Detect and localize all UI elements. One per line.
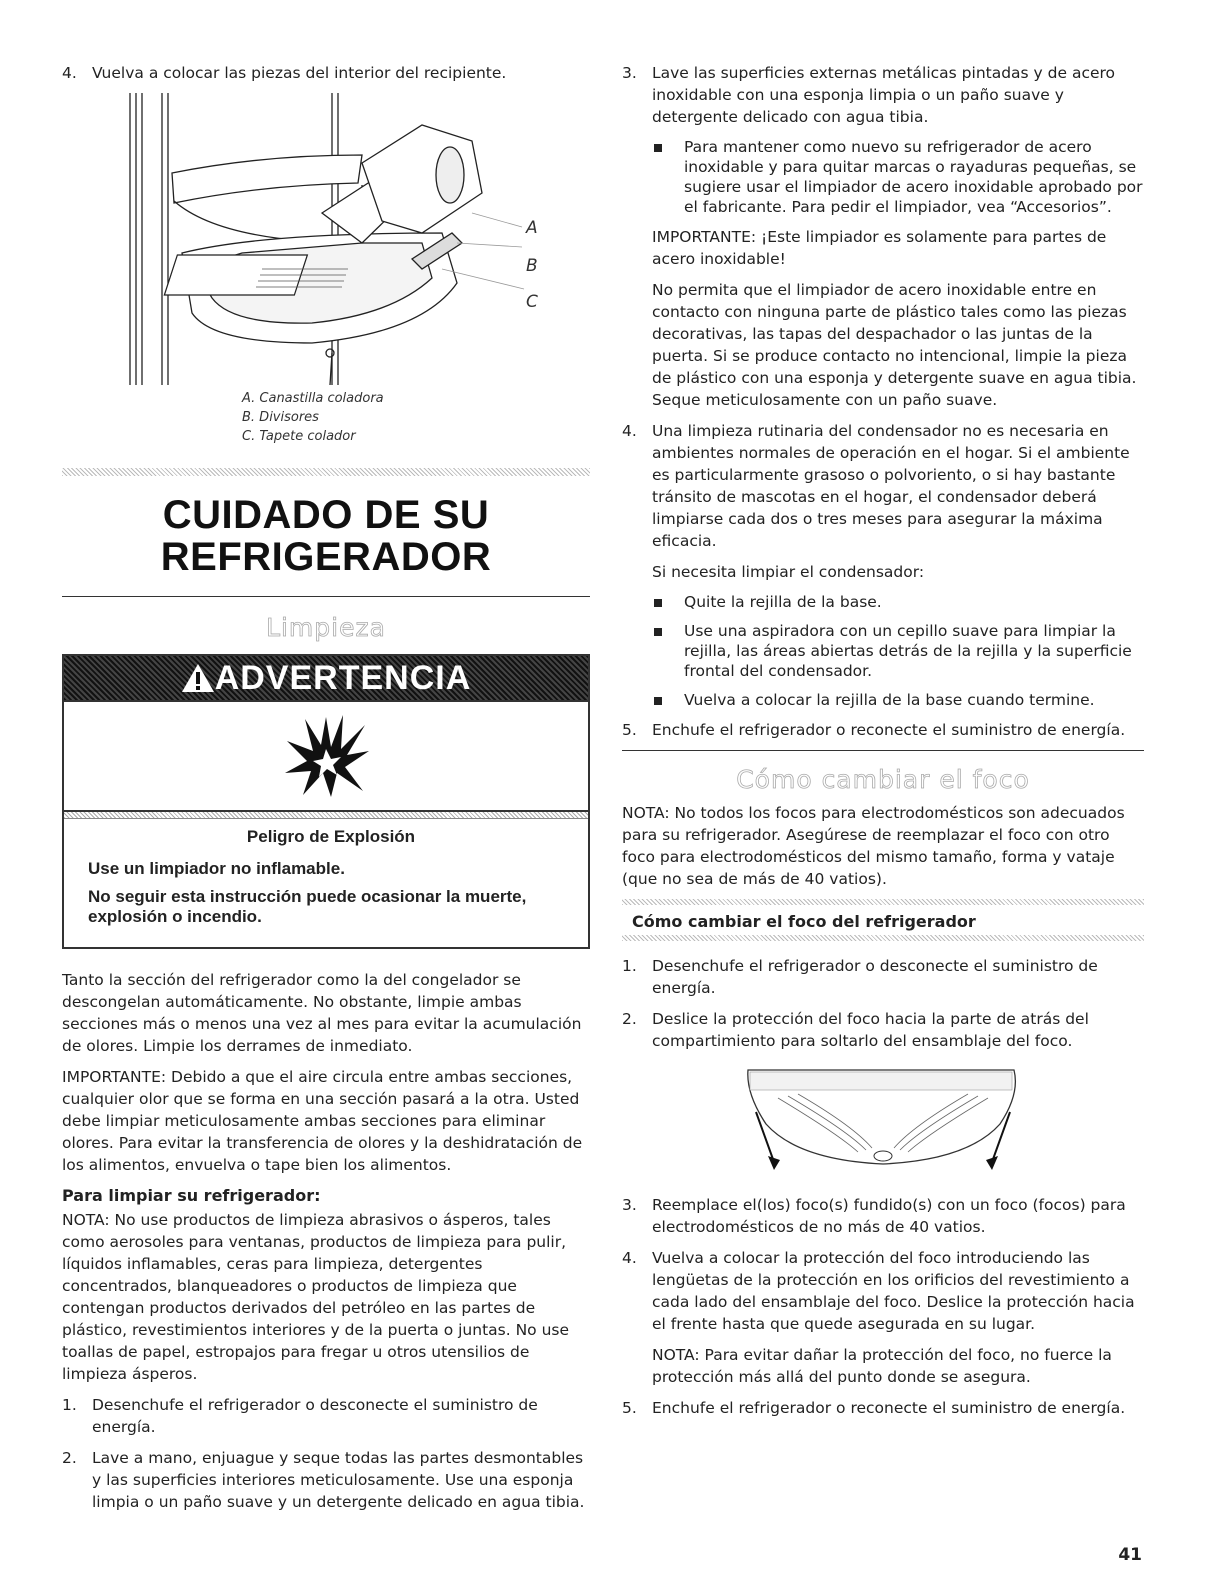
caption-c: C. Tapete colador [242, 429, 356, 444]
step-3-exterior: 3. Lave las superficies externas metálicas pintadas y de acero inoxidable con una esponja limpia o un paño suave y detergente delicado con agua tibia. [622, 64, 1116, 126]
bullet-stainless: Para mantener como nuevo su refrigerador de acero inoxidable y para quitar marcas o rayaduras pequeñas, se sugiere usar el limpiador de acero inoxidable aprobado por el fabricante. Para pedir el limpiador, vea “Accesorios”. [652, 137, 1144, 217]
warning-stripe [64, 812, 588, 819]
paragraph-si-necesita: Si necesita limpiar el condensador: [652, 563, 925, 581]
warning-box [62, 654, 590, 949]
label-b: B [526, 256, 538, 276]
bullet-square-icon [654, 599, 662, 607]
subtitle-foco: Cómo cambiar el foco [736, 765, 1030, 794]
explosion-icon [281, 711, 371, 801]
title-rule [62, 596, 590, 597]
paragraph-no-permita: No permita que el limpiador de acero inoxidable entre en contacto con ninguna parte de plástico tales como las piezas decorativas, las tapas del despachador o las juntas de la puerta. Si se produce contacto no intencional, limpie la pieza de plástico con una esponja y detergente suave en agua tibia. Seque meticulosamente con un paño suave. [652, 281, 1137, 409]
explosion-area [64, 702, 588, 812]
divider-hatch-2 [622, 935, 1144, 941]
important-stainless: IMPORTANTE: ¡Este limpiador es solamente para partes de acero inoxidable! [652, 228, 1107, 268]
divider-hatch-1 [622, 899, 1144, 905]
left-column [62, 62, 590, 1522]
step-3-replace-bulb: 3. Reemplace el(los) foco(s) fundido(s) con un foco (focos) para electrodomésticos de no más de 40 vatios. [622, 1196, 1126, 1236]
step-2-wash: 2. Lave a mano, enjuague y seque todas las partes desmontables y las superficies interiores meticulosamente. Use una esponja limpia o un paño suave y un detergente delicado en agua tibia. [62, 1449, 585, 1511]
step-1-unplug-foco: 1. Desenchufe el refrigerador o desconecte el suministro de energía. [622, 957, 1098, 997]
step-2-slide-shield: 2. Deslice la protección del foco hacia la parte de atrás del compartimiento para soltarlo del ensamblaje del foco. [622, 1010, 1089, 1050]
heading-para-limpiar: Para limpiar su refrigerador: [62, 1186, 321, 1205]
step-1-unplug: 1. Desenchufe el refrigerador o desconecte el suministro de energía. [62, 1396, 538, 1436]
paragraph-nota-foco: NOTA: No todos los focos para electrodomésticos son adecuados para su refrigerador. Asegúrese de reemplazar el foco con otro foco para electrodomésticos del mismo tamaño, forma y vataje (que no sea de más de 40 vatios). [622, 804, 1125, 888]
bin-figure [62, 93, 590, 389]
step-4-reinstall-shield: 4. Vuelva a colocar la protección del foco introduciendo las lengüetas de la protección en los orificios del revestimiento a cada lado del ensamblaje del foco. Deslice la protección hacia el frente hasta que quede asegurada en su lugar. [622, 1249, 1135, 1333]
bullet-square-icon [654, 628, 662, 636]
paragraph-nota-shield: NOTA: Para evitar dañar la protección del foco, no fuerce la protección más allá del punto donde se asegura. [652, 1346, 1112, 1386]
paragraph-intro: Tanto la sección del refrigerador como la del congelador se descongelan automáticamente. No obstante, limpie ambas secciones más o menos una vez al mes para evitar la acumulación de olores. Limpie los derrames de inmediato. [62, 971, 582, 1055]
section-title: CUIDADO DE SU REFRIGERADOR [160, 493, 492, 579]
warning-text: Peligro de Explosión Use un limpiador no inflamable. No seguir esta instrucción puede ocasionar la muerte, explosión o incendio. [88, 827, 527, 926]
heading-cambiar-foco: Cómo cambiar el foco del refrigerador [632, 912, 976, 931]
label-a: A [526, 218, 538, 238]
light-shield-figure [622, 1064, 1144, 1180]
step-5-plug-in-foco: 5. Enchufe el refrigerador o reconecte el suministro de energía. [622, 1399, 1126, 1417]
warning-header: ADVERTENCIA [64, 656, 588, 702]
bin-illustration [62, 93, 590, 389]
warning-triangle-icon [181, 663, 215, 693]
page-number: 41 [1118, 1545, 1142, 1565]
section-divider [62, 468, 590, 476]
caption-b: B. Divisores [242, 410, 319, 425]
bullet-remove-grille: Quite la rejilla de la base. [652, 592, 1144, 612]
step-4-condenser: 4. Una limpieza rutinaria del condensador no es necesaria en ambientes normales de operación en el hogar. Si el ambiente es particularmente grasoso o polvoriento, o si hay bastante tránsito de mascotas en el hogar, el condensador deberá limpiarse cada dos o tres meses para asegurar la máxima eficacia. [622, 422, 1130, 550]
section-rule-2 [622, 750, 1144, 751]
bullet-square-icon [654, 697, 662, 705]
subtitle-limpieza: Limpieza [266, 613, 386, 642]
step-4-replace-parts: 4. Vuelva a colocar las piezas del interior del recipiente. [62, 64, 507, 82]
bullet-vacuum: Use una aspiradora con un cepillo suave para limpiar la rejilla, las áreas abiertas detrás de la rejilla y la superficie frontal del condensador. [652, 621, 1144, 681]
paragraph-nota: NOTA: No use productos de limpieza abrasivos o ásperos, tales como aerosoles para ventanas, productos de limpieza para pulir, líquidos inflamables, ceras para limpieza, detergentes concentrados, blanqueadores o productos de limpieza que contengan productos derivados del petróleo en las partes de plástico, revestimientos interiores y de la puerta o juntas. No use toallas de papel, estropajos para fregar u otros utensilios de limpieza ásperos. [62, 1211, 570, 1383]
light-shield-illustration [738, 1064, 1028, 1176]
bullet-replace-grille: Vuelva a colocar la rejilla de la base cuando termine. [652, 690, 1144, 710]
step-5-plug-in: 5. Enchufe el refrigerador o reconecte el suministro de energía. [622, 721, 1126, 739]
caption-a: A. Canastilla coladora [242, 391, 384, 406]
label-c: C [526, 292, 538, 312]
right-column [622, 62, 1144, 1428]
bullet-square-icon [654, 144, 662, 152]
paragraph-important: IMPORTANTE: Debido a que el aire circula entre ambas secciones, cualquier olor que se forma en una sección pasará a la otra. Usted debe limpiar meticulosamente ambas secciones para eliminar olores. Para evitar la transferencia de olores y la deshidratación de los alimentos, envuelva o tape bien los alimentos. [62, 1068, 583, 1174]
